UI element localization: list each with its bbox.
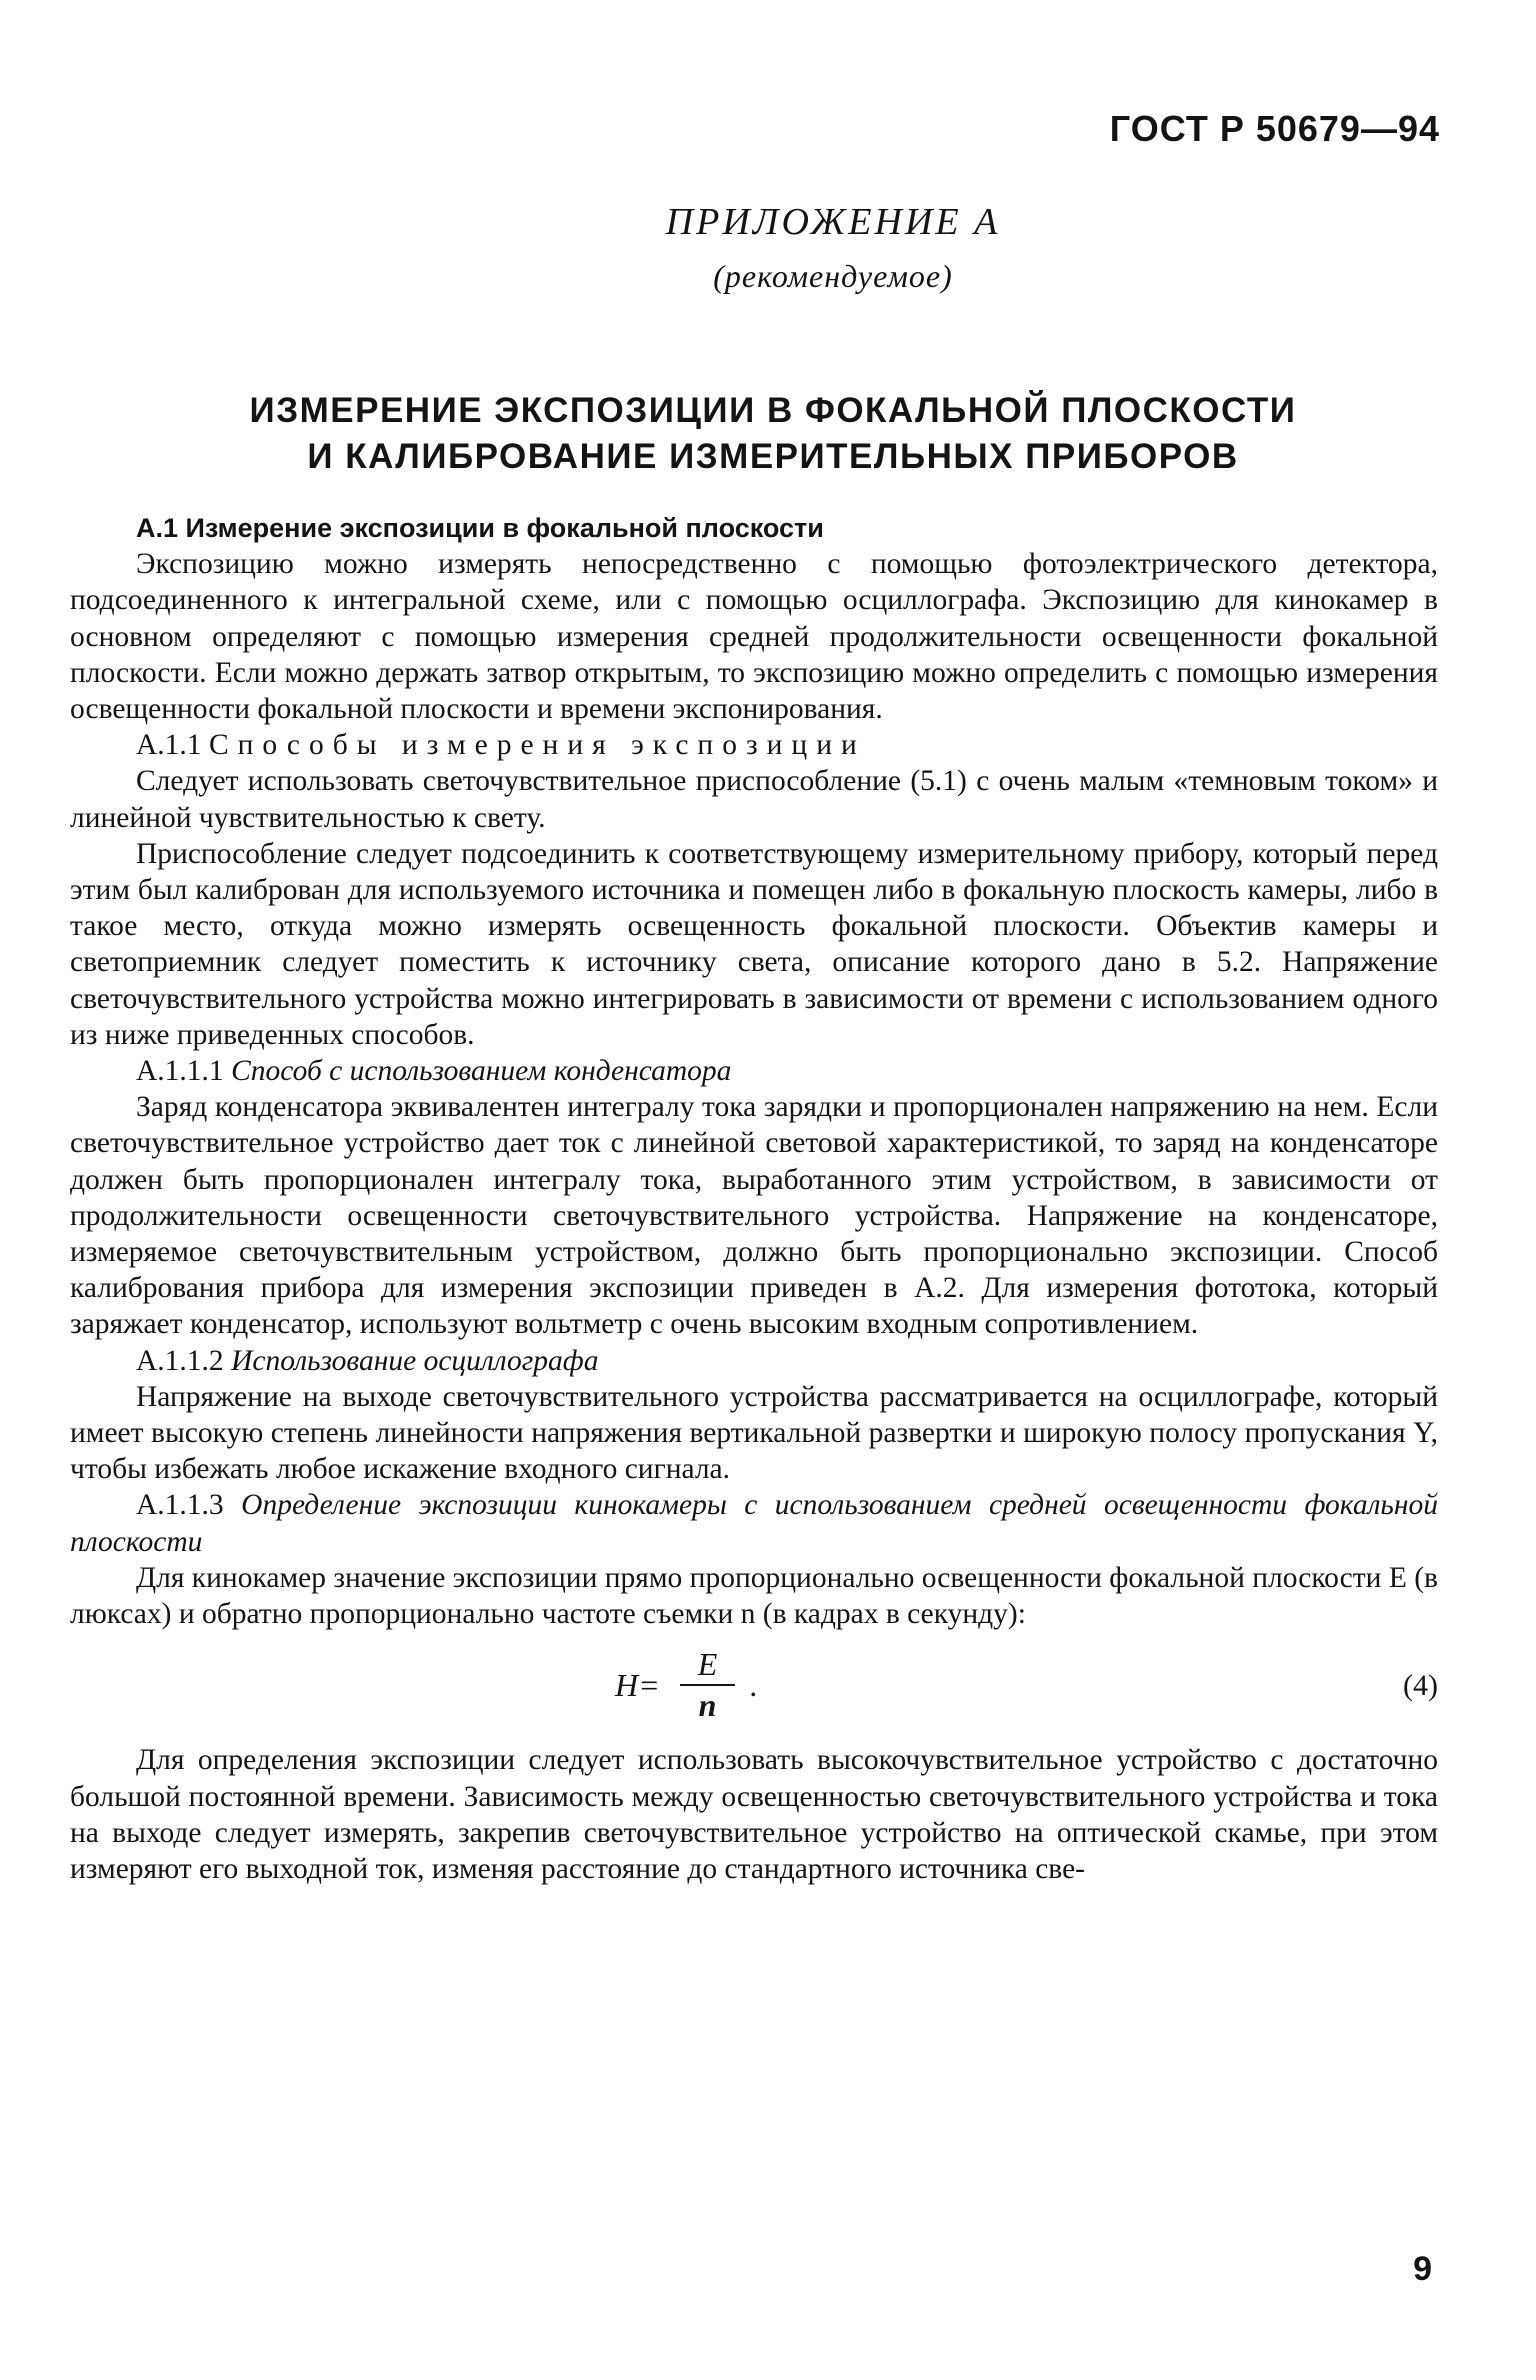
document-title [0, 388, 1536, 480]
formula-4 [70, 1638, 1438, 1734]
section-a112-heading [70, 1343, 1438, 1379]
section-a11-heading [70, 727, 1438, 763]
appendix-status: (рекомендуемое) [713, 258, 953, 294]
gost-standard-number: ГОСТ Р 50679—94 [1109, 108, 1440, 149]
section-a1-heading: А.1 Измерение экспозиции в фокальной плоскости [136, 513, 824, 543]
section-a113-number: А.1.1.3 [136, 1489, 224, 1522]
section-a112-title: Использование осциллографа [231, 1344, 599, 1377]
section-a111-paragraph: Заряд конденсатора эквивалентен интегралу тока зарядки и пропорционален напряжению на нем. Если светочувствительное устройство дает ток с линейной световой характеристикой, то заряд на конденсаторе должен быть пропорционален интегралу тока, выработанного этим устройством, в зависимости от продолжительности освещенности светочувствительного устройства. Напряжение на конденсаторе, измеряемое светочувствительным устройством, должно быть пропорционально экспозиции. Способ калибрования прибора для измерения экспозиции приведен в А.2. Для измерения фототока, который заряжает конденсатор, используют вольтметр с очень высоким входным сопротивлением. [70, 1091, 1438, 1341]
section-a113-heading [70, 1487, 1438, 1559]
formula-number: (4) [1403, 1669, 1438, 1703]
section-a11-number: А.1.1 [136, 729, 202, 762]
page-number: 9 [1413, 2250, 1432, 2288]
section-a111-number: А.1.1.1 [136, 1055, 224, 1088]
appendix-title: ПРИЛОЖЕНИЕ А [665, 201, 1001, 243]
closing-paragraph: Для определения экспозиции следует использовать высокочувствительное устройство с достаточно большой постоянной времени. Зависимость между освещенностью светочувствительного устройства и тока на выходе следует измерять, закрепив светочувствительное устройство на оптической скамье, при этом измеряют его выходной ток, изменяя расстояние до стандартного источника све- [70, 1744, 1438, 1885]
formula-fraction [680, 1646, 736, 1724]
formula-denominator: n [698, 1687, 717, 1724]
formula-expression [615, 1646, 757, 1724]
section-a111-heading [70, 1053, 1438, 1089]
section-a113-title: Определение экспозиции кинокамеры с использованием средней освещенности фокальной плоскости [70, 1489, 1438, 1558]
section-a112-number: А.1.1.2 [136, 1344, 224, 1377]
title-line-1: ИЗМЕРЕНИЕ ЭКСПОЗИЦИИ В ФОКАЛЬНОЙ ПЛОСКОСТИ [249, 391, 1297, 430]
formula-punctuation: . [749, 1667, 758, 1704]
document-body [70, 510, 1438, 1887]
section-a112-paragraph: Напряжение на выходе светочувствительного устройства рассматривается на осциллографе, который имеет высокую степень линейности напряжения вертикальной развертки и широкую полосу пропускания Y, чтобы избежать любое искажение входного сигнала. [70, 1380, 1438, 1486]
section-a113-paragraph: Для кинокамер значение экспозиции прямо пропорционально освещенности фокальной плоскости E (в люксах) и обратно пропорционально частоте съемки n (в кадрах в секунду): [70, 1561, 1438, 1631]
title-line-2: И КАЛИБРОВАНИЕ ИЗМЕРИТЕЛЬНЫХ ПРИБОРОВ [307, 437, 1239, 476]
section-a11-title: Способы измерения экспозиции [208, 729, 866, 762]
section-a11-paragraph-2: Приспособление следует подсоединить к соответствующему измерительному прибору, который перед этим был калиброван для используемого источника и помещен либо в фокальную плоскость камеры, либо в такое место, откуда можно измерять освещенность фокальной плоскости. Объектив камеры и светоприемник следует поместить к источнику света, описание которого дано в 5.2. Напряжение светочувствительного устройства можно интегрировать в зависимости от времени с использованием одного из ниже приведенных способов. [70, 837, 1438, 1051]
section-a11-paragraph-1: Следует использовать светочувствительное приспособление (5.1) с очень малым «темновым током» и линейной чувствительностью к свету. [70, 765, 1438, 834]
formula-numerator: E [680, 1646, 736, 1686]
formula-lhs: H= [615, 1667, 660, 1704]
section-a111-title: Способ с использованием конденсатора [231, 1055, 732, 1088]
section-a1-paragraph: Экспозицию можно измерять непосредственно с помощью фотоэлектрического детектора, подсоединенного к интегральной схеме, или с помощью осциллографа. Экспозицию для кинокамер в основном определяют с помощью измерения средней продолжительности освещенности фокальной плоскости. Если можно держать затвор открытым, то экспозицию можно определить с помощью измерения освещенности фокальной плоскости и времени экспонирования. [70, 548, 1438, 726]
